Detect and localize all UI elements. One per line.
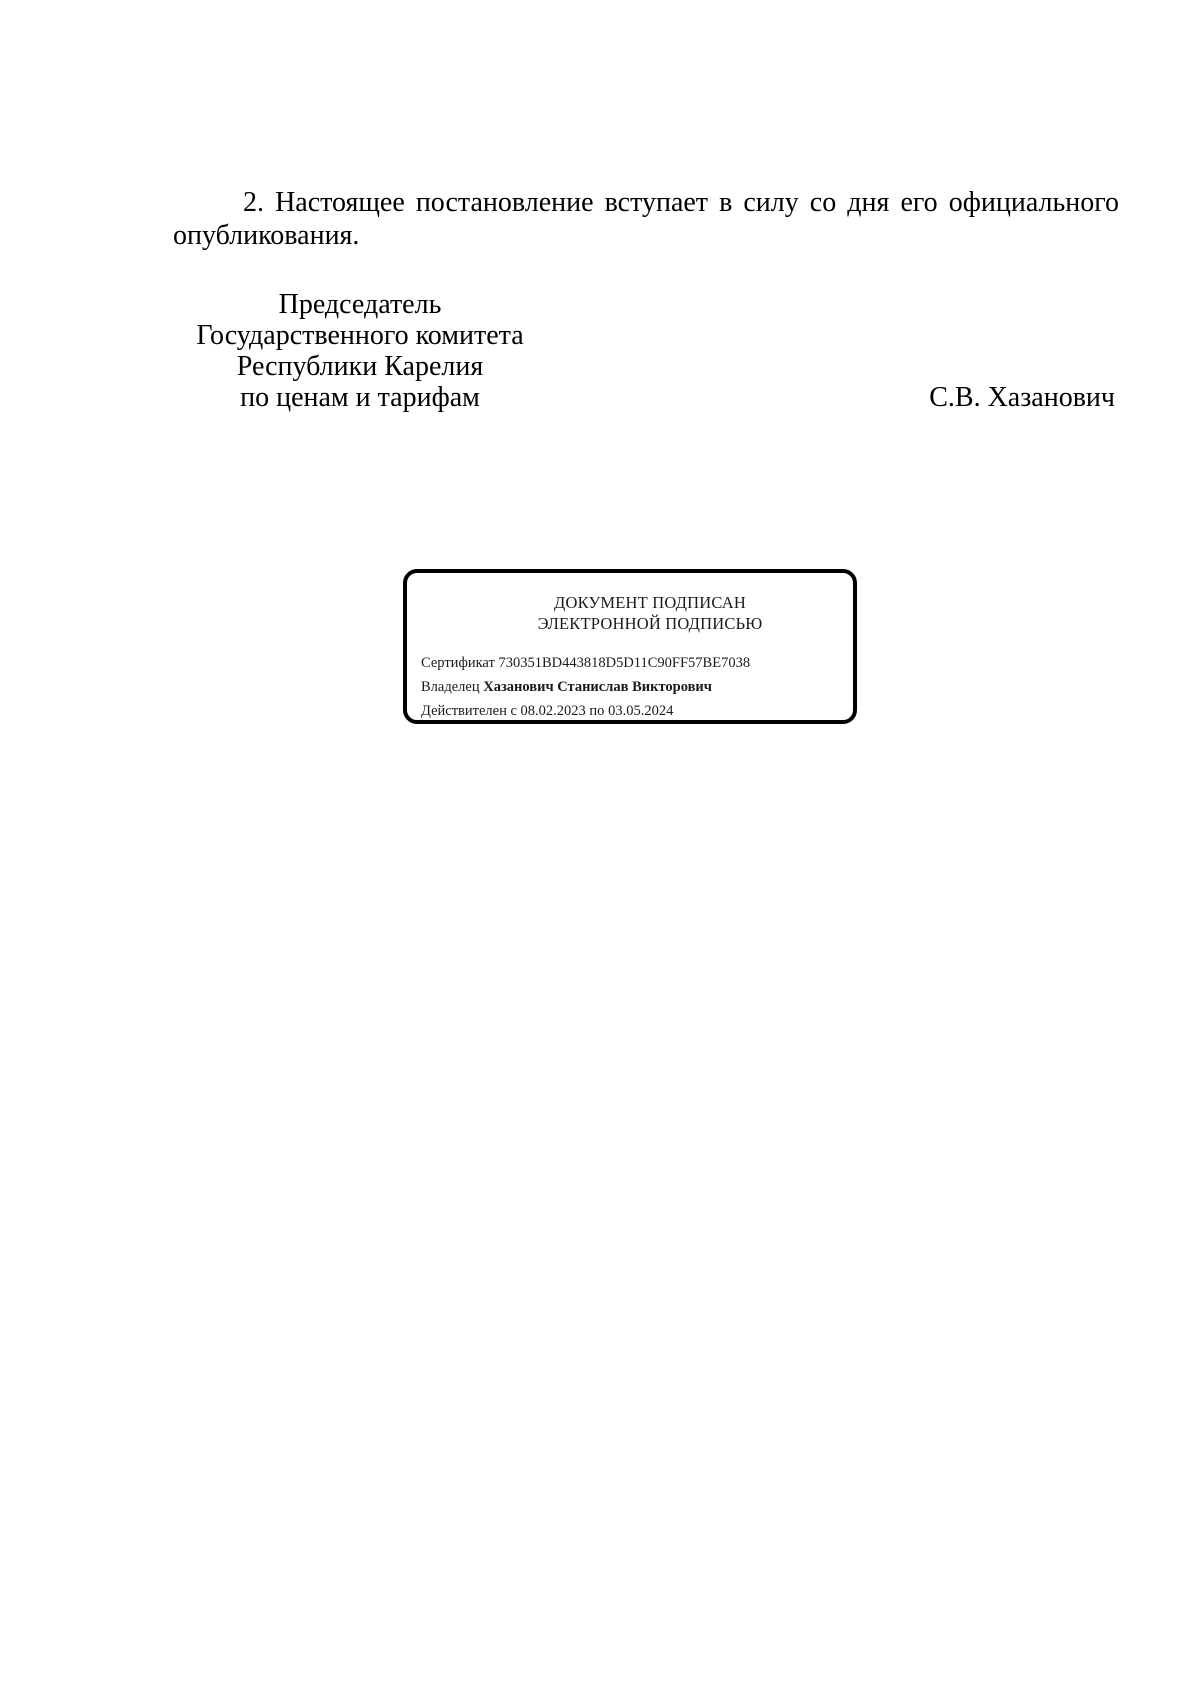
valid-from-label: с xyxy=(510,703,517,719)
valid-from-date: 08.02.2023 xyxy=(520,703,586,719)
stamp-validity-row xyxy=(421,699,750,723)
owner-label: Владелец xyxy=(421,679,480,695)
stamp-header-line: ДОКУМЕНТ ПОДПИСАН xyxy=(554,593,746,612)
certificate-label: Сертификат xyxy=(421,655,495,671)
stamp-details xyxy=(421,651,750,723)
owner-value: Хазанович Станислав Викторович xyxy=(483,679,712,695)
paragraph-number: 2. xyxy=(243,187,264,218)
valid-to-date: 03.05.2024 xyxy=(608,703,674,719)
paragraph-2 xyxy=(173,186,1119,252)
stamp-certificate-row xyxy=(421,651,750,675)
stamp-header-line: ЭЛЕКТРОННОЙ ПОДПИСЬЮ xyxy=(537,614,763,633)
signatory-title-line: по ценам и тарифам xyxy=(240,382,480,413)
signatory-name: С.В. Хазанович xyxy=(929,382,1115,413)
stamp-header xyxy=(407,592,853,634)
paragraph-text: Настоящее постановление вступает в силу со дня его официального опубликования. xyxy=(173,187,1120,251)
signatory-title-line: Государственного комитета xyxy=(196,320,524,351)
stamp-owner-row xyxy=(421,675,750,699)
certificate-value: 730351BD443818D5D11C90FF57BE7038 xyxy=(498,655,751,671)
valid-to-label: по xyxy=(589,703,605,719)
signatory-title xyxy=(160,289,560,413)
valid-label: Действителен xyxy=(421,703,507,719)
electronic-signature-stamp xyxy=(403,569,857,724)
signatory-title-line: Республики Карелия xyxy=(236,351,484,382)
signatory-title-line: Председатель xyxy=(278,289,442,320)
